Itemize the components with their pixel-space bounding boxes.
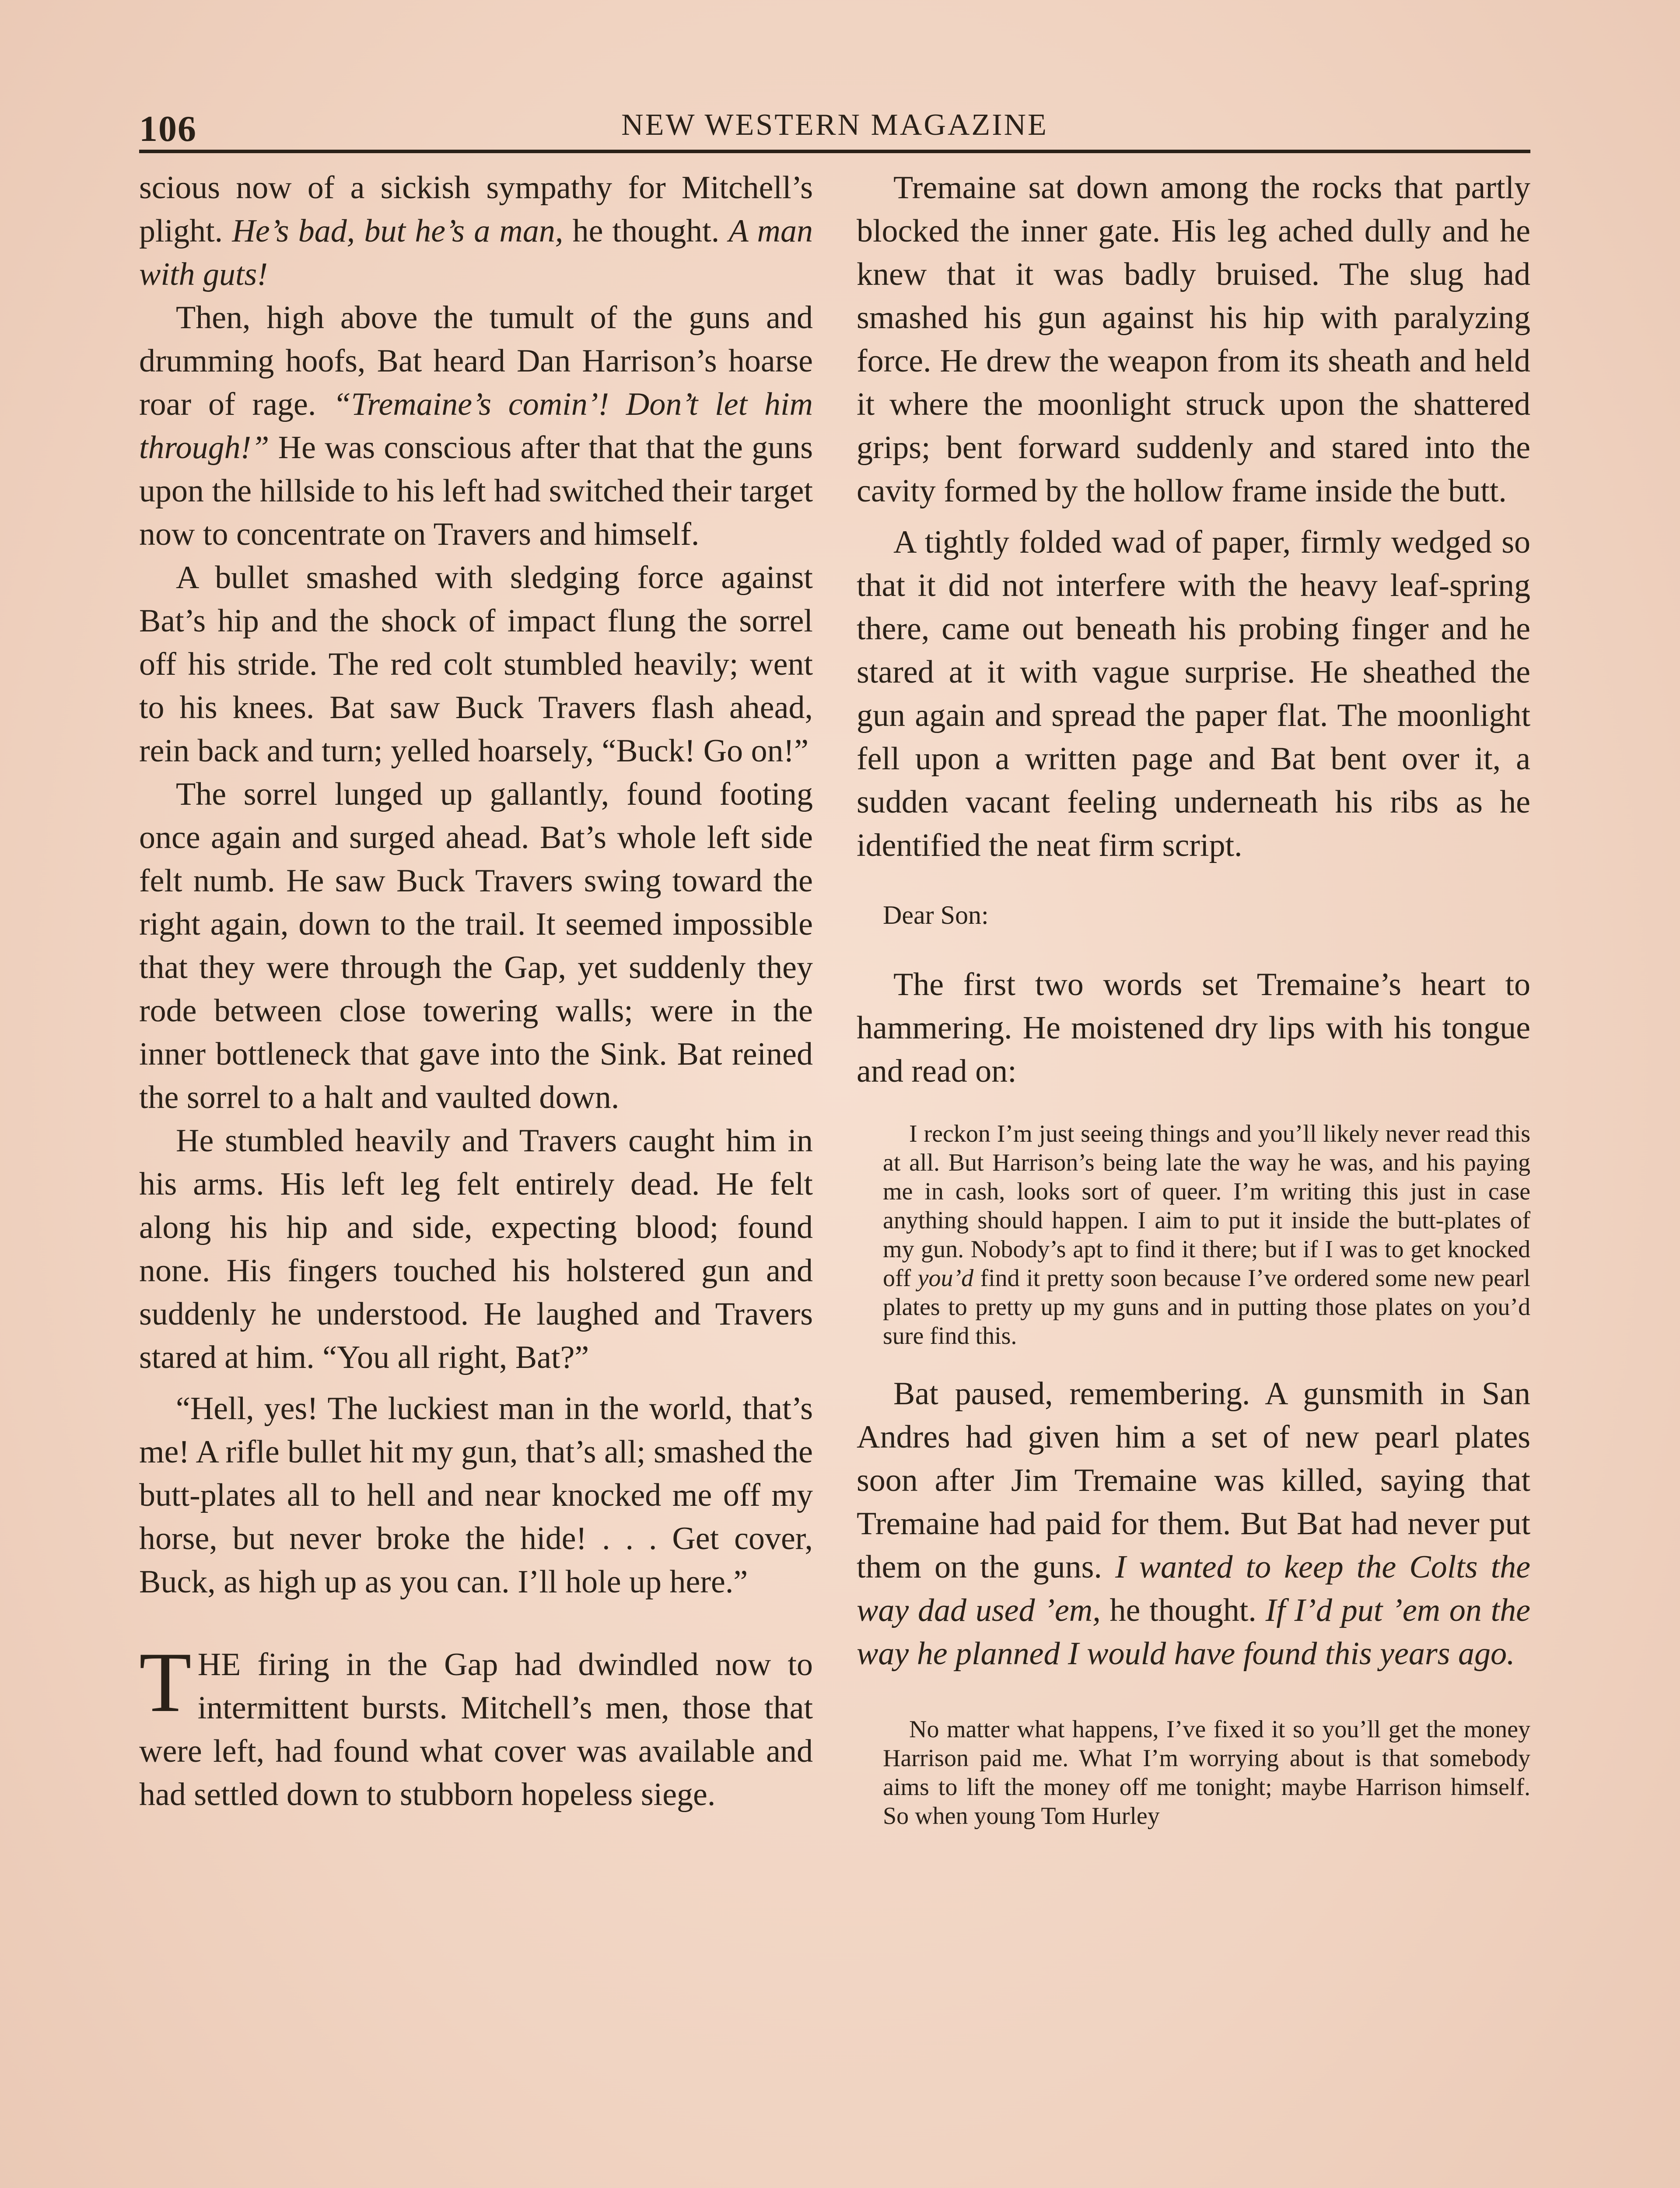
paragraph: Bat paused, remembering. A gunsmith in San Andres had given him a set of new pearl plates soon after Jim Tremaine was killed, saying that Tremaine had paid for them. But Bat had never put them on the guns. I wanted to keep the Colts the way dad used ’em, he thought. If I’d put ’em on the way he planned I would have found this years ago. xyxy=(857,1376,1530,1672)
paragraph: He stumbled heavily and Travers caught him in his arms. His left leg felt entirely dead. He felt along his hip and side, expecting blood; found none. His fingers touched his holstered gun and suddenly he understood. He laughed and Travers stared at him. “You all right, Bat?” xyxy=(139,1123,813,1375)
page-header xyxy=(139,103,1530,151)
page-number: 106 xyxy=(139,109,197,149)
drop-cap: T xyxy=(139,1635,192,1730)
paragraph: scious now of a sickish sympathy for Mitchell’s plight. He’s bad, but he’s a man, he thought. A man with guts! xyxy=(139,170,813,292)
paragraph: A tightly folded wad of paper, firmly wedged so that it did not interfere with the heavy leaf-spring there, came out beneath his probing finger and he stared at it with vague surprise. He sheathed the gun again and spread the paper flat. The moonlight fell upon a written page and Bat bent over it, a sudden vacant feeling underneath his ribs as he identified the neat firm script. xyxy=(857,524,1530,863)
right-column xyxy=(857,166,1530,1830)
running-head: NEW WESTERN MAGAZINE xyxy=(621,108,1048,142)
paragraph: Tremaine sat down among the rocks that partly blocked the inner gate. His leg ached dully and he knew that it was badly bruised. The slug had smashed his gun against his hip with paralyzing force. He drew the weapon from its sheath and held it where the moonlight struck upon the shattered grips; bent forward suddenly and stared into the cavity formed by the hollow frame inside the butt. xyxy=(857,170,1530,509)
paragraph: “Hell, yes! The luckiest man in the world, that’s me! A rifle bullet hit my gun, that’s all; smashed the butt-plates all to hell and near knocked me off my horse, but never broke the hide! . . . Get cover, Buck, as high up as you can. I’ll hole up here.” xyxy=(139,1391,813,1600)
letter-salutation: Dear Son: xyxy=(883,901,989,929)
letter-excerpt: I reckon I’m just seeing things and you’ll likely never read this at all. But Harrison’s being late the way he was, and his paying me in cash, looks sort of queer. I’m writing this just in case anything should happen. I aim to put it inside the butt-plates of my gun. Nobody’s apt to find it there; but if I was to get knocked off you’d find it pretty soon because I’ve ordered some new pearl plates to pretty up my guns and in putting those plates on you’d sure find this. xyxy=(883,1120,1530,1350)
header-rule xyxy=(139,150,1530,153)
paragraph: The first two words set Tremaine’s heart to hammering. He moistened dry lips with his tongue and read on: xyxy=(857,967,1530,1089)
paragraph: A bullet smashed with sledging force against Bat’s hip and the shock of impact flung the sorrel off his stride. The red colt stumbled heavily; went to his knees. Bat saw Buck Travers flash ahead, rein back and turn; yelled hoarsely, “Buck! Go on!” xyxy=(139,560,813,769)
paragraph: The sorrel lunged up gallantly, found footing once again and surged ahead. Bat’s whole left side felt numb. He saw Buck Travers swing toward the right again, down to the trail. It seemed impossible that they were through the Gap, yet suddenly they rode between close towering walls; were in the inner bottleneck that gave into the Sink. Bat reined the sorrel to a halt and vaulted down. xyxy=(139,776,813,1115)
section-opening-paragraph: THE firing in the Gap had dwindled now to intermittent bursts. Mitchell’s men, those that were left, had found what cover was available and had settled down to stubborn hopeless siege. xyxy=(139,1635,813,1813)
left-column xyxy=(139,166,813,1816)
paragraph: Then, high above the tumult of the guns and drumming hoofs, Bat heard Dan Harrison’s hoarse roar of rage. “Tremaine’s comin’! Don’t let him through!” He was conscious after that that the guns upon the hillside to his left had switched their target now to concentrate on Travers and himself. xyxy=(139,300,813,552)
letter-excerpt: No matter what happens, I’ve fixed it so you’ll get the money Harrison paid me. What I’m worrying about is that somebody aims to lift the money off me tonight; maybe Harrison himself. So when young Tom Hurley xyxy=(883,1716,1530,1830)
